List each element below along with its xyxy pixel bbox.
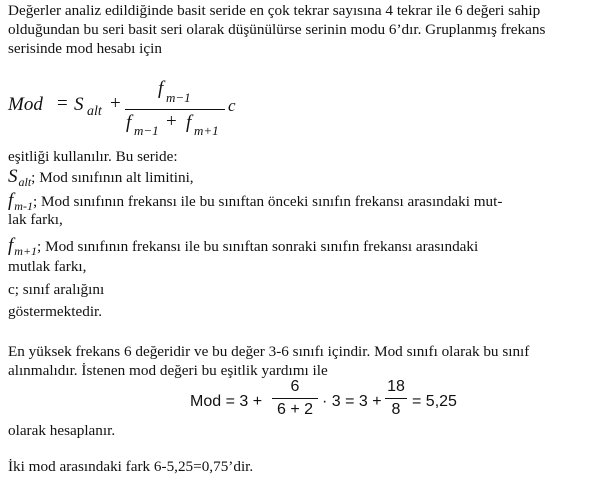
calc-middle: · 3 = 3 + xyxy=(322,393,382,410)
calc-fraction2-denominator: 8 xyxy=(391,401,401,418)
calc-lead: Mod = 3 + xyxy=(190,393,263,410)
formula-denominator-plus: + xyxy=(166,111,177,132)
definition-subscript: m+1 xyxy=(14,244,38,258)
calc-fraction1-bar xyxy=(272,398,318,399)
definition-subscript: m-1 xyxy=(14,199,33,213)
definition-continuation: lak farkı, xyxy=(8,211,63,228)
calc-result: = 5,25 xyxy=(412,393,457,410)
definition-symbol: f xyxy=(8,235,14,256)
formula-lhs: Mod xyxy=(8,94,43,115)
calc-fraction2-numerator: 18 xyxy=(387,378,405,395)
formula-fraction-bar xyxy=(125,109,225,110)
para2-line-1: En yüksek frekans 6 değeridir ve bu değer 3-6 sınıfı içindir. Mod sınıfı olarak bu sınıf xyxy=(8,343,530,360)
formula-denominator-f1: f xyxy=(126,112,132,133)
formula-denominator-sub2: m+1 xyxy=(194,123,219,138)
definition-s-alt xyxy=(8,166,194,188)
formula-plus: + xyxy=(110,93,121,114)
definition-f-m-minus-1 xyxy=(8,190,502,212)
closing-line: göstermektedir. xyxy=(8,303,103,320)
intro-line-1: Değerler analiz edildiğinde basit seride en çok tekrar sayısına 4 tekrar ile 6 değeri sahip xyxy=(8,2,541,19)
usage-line: eşitliği kullanılır. Bu seride: xyxy=(8,148,178,165)
definition-text: ; Mod sınıfının alt limitini, xyxy=(31,169,194,186)
formula-s: S xyxy=(74,94,84,115)
definition-text: ; Mod sınıfının frekansı ile bu sınıftan sonraki sınıfın frekansı arasındaki xyxy=(37,238,479,255)
formula-denominator-sub1: m−1 xyxy=(134,123,159,138)
result-line: olarak hesaplanır. xyxy=(8,422,116,439)
definition-c: c; sınıf aralığını xyxy=(8,281,105,298)
calc-fraction2-bar xyxy=(385,398,407,399)
definition-symbol: f xyxy=(8,190,14,211)
calc-fraction1-denominator: 6 + 2 xyxy=(276,401,314,418)
definition-symbol: S xyxy=(8,166,18,187)
intro-line-2: olduğundan bu seri basit seri olarak düşünülürse serinin modu 6’dır. Gruplanmış frekans xyxy=(8,21,546,38)
para2-line-2: alınmalıdır. İstenen mod değeri bu eşitlik yardımı ile xyxy=(8,362,328,379)
mod-formula xyxy=(0,0,605,145)
definition-subscript: alt xyxy=(18,175,32,189)
calc-fraction1-numerator: 6 xyxy=(290,378,300,395)
final-line: İki mod arasındaki fark 6-5,25=0,75’dir. xyxy=(8,458,254,475)
formula-numerator-sub: m−1 xyxy=(166,90,191,105)
definition-continuation: mutlak farkı, xyxy=(8,258,87,275)
definition-f-m-plus-1 xyxy=(8,235,478,257)
definition-text: ; Mod sınıfının frekansı ile bu sınıftan önceki sınıfın frekansı arasındaki mut- xyxy=(32,193,503,210)
formula-denominator-f2: f xyxy=(186,112,192,133)
formula-s-sub: alt xyxy=(87,104,102,119)
formula-numerator-f: f xyxy=(158,78,164,99)
intro-line-3: serisinde mod hesabı için xyxy=(8,40,162,57)
formula-c: c xyxy=(228,96,236,115)
formula-equals: = xyxy=(57,93,68,114)
